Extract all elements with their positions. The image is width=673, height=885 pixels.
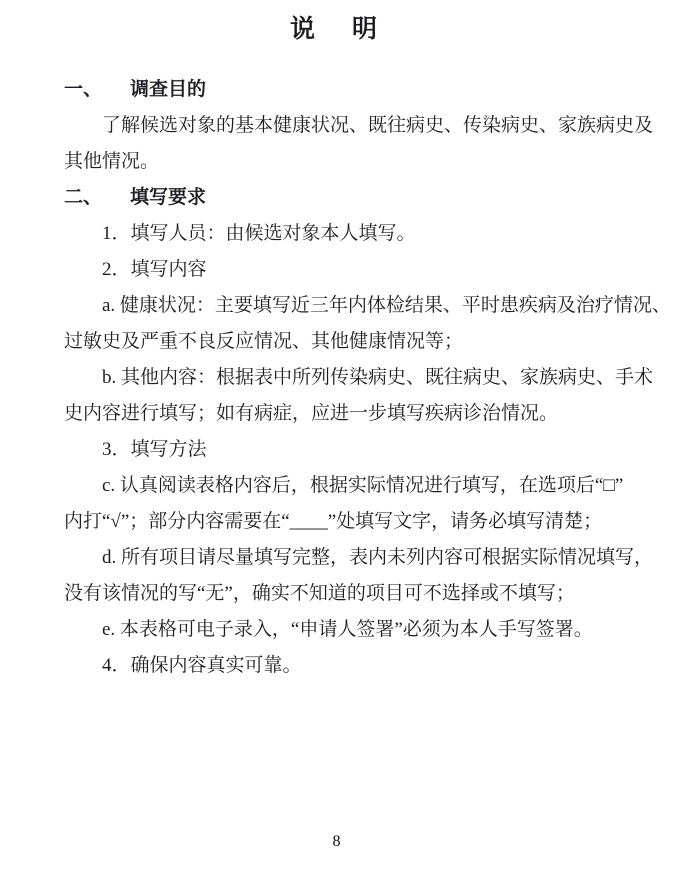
document-body <box>64 72 671 684</box>
list-item-4: 4．确保内容真实可靠。 <box>102 655 302 676</box>
paragraph-line: 史内容进行填写；如有病症，应进一步填写疾病诊治情况。 <box>64 403 559 424</box>
sub-item-e: e. 本表格可电子录入，“申请人签署”必须为本人手写签署。 <box>102 619 593 640</box>
sub-item-b: b. 其他内容：根据表中所列传染病史、既往病史、家族病史、手术 <box>102 367 654 388</box>
paragraph-line: 内打“√”；部分内容需要在“____”处填写文字，请务必填写清楚； <box>64 511 603 532</box>
paragraph-line: 其他情况。 <box>64 151 160 172</box>
list-item-3: 3．填写方法 <box>102 439 207 460</box>
page-number: 8 <box>332 833 341 850</box>
sub-item-d: d. 所有项目请尽量填写完整，表内未列内容可根据实际情况填写， <box>102 547 654 568</box>
list-item-1: 1．填写人员：由候选对象本人填写。 <box>102 223 416 244</box>
section-number: 一、 <box>64 79 103 100</box>
section-title: 填写要求 <box>130 187 207 208</box>
sub-item-c: c. 认真阅读表格内容后，根据实际情况进行填写，在选项后“□” <box>102 475 624 496</box>
list-item-2: 2．填写内容 <box>102 259 207 280</box>
section-heading-2 <box>64 180 609 216</box>
paragraph-line: 没有该情况的写“无”，确实不知道的项目可不选择或不填写； <box>64 583 575 604</box>
page-title: 说 明 <box>289 16 383 43</box>
paragraph-line: 了解候选对象的基本健康状况、既往病史、传染病史、家族病史及 <box>102 115 654 136</box>
section-number: 二、 <box>64 187 103 208</box>
paragraph-line: 过敏史及严重不良反应情况、其他健康情况等； <box>64 331 464 352</box>
section-heading-1 <box>64 72 609 108</box>
sub-item-a: a. 健康状况：主要填写近三年内体检结果、平时患疾病及治疗情况、 <box>102 295 671 316</box>
section-title: 调查目的 <box>130 79 207 100</box>
